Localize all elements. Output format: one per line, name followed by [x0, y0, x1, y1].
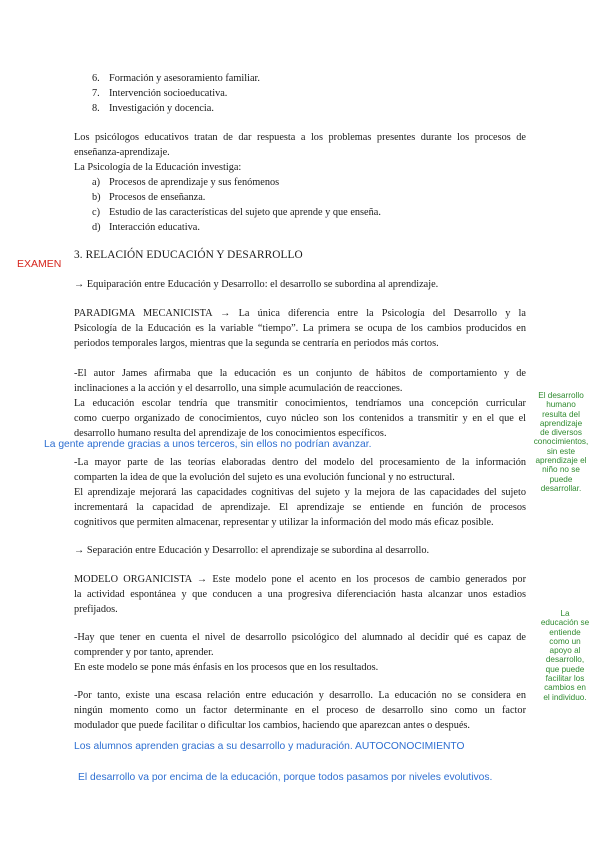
note-line: facilitar los	[545, 674, 585, 684]
text-line: comparten la idea de que la evolución del sujeto es una evolución funcional y no estructural.	[74, 472, 455, 483]
note-line: aprendizaje el	[535, 456, 587, 466]
james-paragraph	[74, 366, 526, 396]
note-line: niño no se	[542, 465, 580, 475]
list-item: Estudio de las características del sujeto que aprende y que enseña.	[109, 207, 381, 218]
note-autoconocimiento: Los alumnos aprenden gracias a su desarrollo y maduración. AUTOCONOCIMIENTO	[74, 741, 465, 752]
note-terceros: La gente aprende gracias a unos terceros, sin ellos no podrían avanzar.	[44, 439, 372, 450]
text-line: -La mayor parte de las teorías elaboradas dentro del modelo del procesamiento de la información	[74, 457, 526, 468]
note-line: conocimientos,	[533, 437, 589, 447]
note-encima: El desarrollo va por encima de la educación, porque todos pasamos por niveles evolutivos.	[78, 772, 493, 783]
teorias-paragraph	[74, 455, 526, 485]
nivel-paragraph	[74, 630, 526, 675]
text-line: -El autor James afirmaba que la educación es un conjunto de hábitos de comportamiento y de	[74, 368, 526, 379]
intro-paragraph	[74, 130, 526, 175]
list-item: Intervención socioeducativa.	[109, 88, 228, 99]
note-line: apoyo al	[549, 646, 581, 656]
note-line: El desarrollo	[538, 391, 584, 400]
list-number: 7.	[92, 88, 100, 99]
note-line: aprendizaje	[539, 418, 583, 428]
section-heading: 3. RELACIÓN EDUCACIÓN Y DESARROLLO	[74, 249, 303, 261]
text-line: La Psicología de la Educación investiga:	[74, 162, 242, 173]
equiparacion-line: → Equiparación entre Educación y Desarrollo: el desarrollo se subordina al aprendizaje.	[74, 279, 439, 290]
text-line: Los psicólogos educativos tratan de dar respuesta a los problemas presentes durante los procesos de	[74, 132, 526, 143]
text-line: En este modelo se pone más énfasis en los procesos que en los resultados.	[74, 662, 379, 673]
list-item: Procesos de aprendizaje y sus fenómenos	[109, 177, 280, 188]
text-line: La educación escolar tendría que transmitir conocimientos, tendríamos una concepción curricular	[74, 398, 526, 409]
note-line: resulta del	[542, 409, 580, 419]
margin-note-desarrollo	[529, 391, 593, 493]
text-line: cognitivos que permiten almacenar, representar y utilizar la información del modo más eficaz posible.	[74, 517, 494, 528]
escolar-paragraph	[74, 396, 526, 441]
list-letter: c)	[92, 207, 100, 218]
text-line: -Hay que tener en cuenta el nivel de desarrollo psicológico del alumnado al decidir qué es capaz de	[74, 632, 526, 643]
note-line: el individuo.	[543, 692, 587, 702]
note-line: puede	[549, 474, 573, 484]
list-letter: a)	[92, 177, 100, 188]
text-line: periodos temporales largos, mientras que la segunda se centraría en periodos más cortos.	[74, 338, 439, 349]
text-line: PARADIGMA MECANICISTA → La única diferencia entre la Psicología del Desarrollo y la	[74, 308, 526, 319]
organicista-paragraph	[74, 572, 526, 617]
list-letter: d)	[92, 222, 101, 233]
text-line: la actividad espontánea y que conducen a una progresiva diferenciación hasta alcanzar unos estadios	[74, 589, 526, 600]
note-line: como un	[549, 636, 581, 646]
text-line: incrementará la capacidad de aprendizaje. El aprendizaje se entiende en función de procesos	[74, 502, 526, 513]
text-line: -Por tanto, existe una escasa relación entre educación y desarrollo. La educación no se considera en	[74, 690, 526, 701]
exam-tag: EXAMEN	[17, 258, 62, 270]
text-line: Psicología de la Educación es la variable “tiempo”. La primera se ocupa de los cambios producidos en	[74, 323, 526, 334]
mejorara-paragraph	[74, 485, 526, 530]
text-line: como cuerpo organizado de conocimientos, cuyo núcleo son los contenidos a transmitir y en el que el	[74, 413, 526, 424]
list-item: Interacción educativa.	[109, 222, 200, 233]
list-number: 6.	[92, 73, 100, 84]
text-line: enseñanza-aprendizaje.	[74, 147, 170, 158]
text-line: prefijados.	[74, 604, 118, 615]
note-line: que puede	[545, 664, 585, 674]
note-line: desarrollo,	[545, 655, 585, 665]
note-line: de diversos	[540, 428, 582, 438]
text-line: inclinaciones a la acción y el desarrollo, una simple acumulación de reacciones.	[74, 383, 403, 394]
list-item: Investigación y docencia.	[109, 103, 214, 114]
note-line: sin este	[546, 446, 576, 456]
note-line: La	[560, 609, 570, 618]
text-line: desarrollo humano resulta del aprendizaje de los conocimientos específicos.	[74, 428, 387, 439]
text-line: comprender y por tanto, aprender.	[74, 647, 214, 658]
text-line: ningún momento como un factor determinante en el proceso de desarrollo sino como un factor	[74, 705, 526, 716]
note-line: cambios en	[544, 683, 586, 693]
list-item: Formación y asesoramiento familiar.	[109, 73, 260, 84]
text-line: modulador que puede facilitar o dificultar los cambios, haciendo que aparezcan antes o después.	[74, 720, 470, 731]
list-number: 8.	[92, 103, 100, 114]
text-line: El aprendizaje mejorará las capacidades cognitivas del sujeto y la mejora de las capacidades del sujeto	[74, 487, 526, 498]
mecanicista-paragraph	[74, 306, 526, 351]
note-line: humano	[546, 400, 576, 410]
margin-note-educacion	[535, 609, 595, 702]
separacion-line: → Separación entre Educación y Desarrollo: el aprendizaje se subordina al desarrollo.	[74, 545, 430, 556]
text-line: MODELO ORGANICISTA → Este modelo pone el acento en los procesos de cambio generados por	[74, 574, 526, 585]
list-item: Procesos de enseñanza.	[109, 192, 206, 203]
note-line: educación se	[540, 618, 590, 628]
note-line: desarrollar.	[540, 483, 582, 493]
portanto-paragraph	[74, 688, 526, 733]
list-letter: b)	[92, 192, 101, 203]
note-line: entiende	[549, 627, 581, 637]
